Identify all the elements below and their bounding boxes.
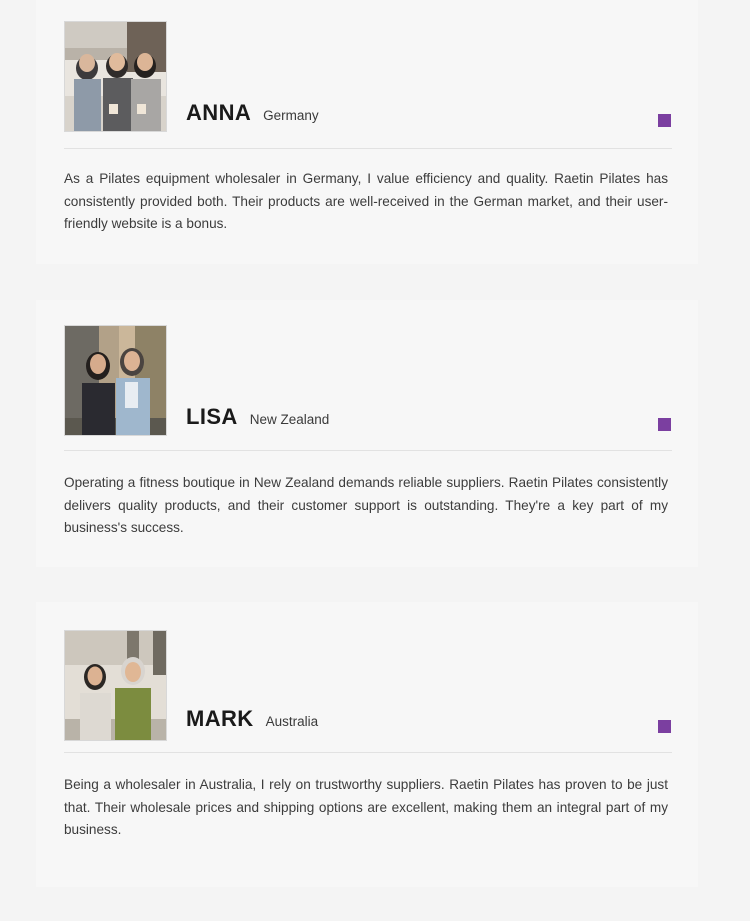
testimonial-card (36, 300, 698, 567)
person-name: ANNA (186, 100, 252, 125)
testimonial-quote: As a Pilates equipment wholesaler in Germany, I value efficiency and quality. Raetin Pilates has consistently provided both. Their products are well-received in the German market, and their user-friendly website is a bonus. (64, 171, 668, 232)
avatar (64, 630, 167, 741)
person-identity (186, 100, 319, 126)
avatar (64, 325, 167, 436)
accent-square-icon (658, 720, 671, 733)
testimonial-header (36, 602, 698, 752)
divider (64, 148, 672, 149)
avatar (64, 21, 167, 132)
person-country: New Zealand (249, 412, 330, 427)
testimonial-quote: Being a wholesaler in Australia, I rely on trustworthy suppliers. Raetin Pilates has proven to be just that. Their wholesale prices and shipping options are excellent, making them an integral part of my business. (64, 777, 668, 838)
testimonial-header (36, 0, 698, 148)
divider (64, 450, 672, 451)
person-name: MARK (186, 706, 254, 731)
person-country: Germany (263, 108, 319, 123)
accent-square-icon (658, 114, 671, 127)
testimonial-header (36, 300, 698, 450)
avatar-image-lisa (65, 326, 166, 435)
avatar-image-anna (65, 22, 166, 131)
divider (64, 752, 672, 753)
person-name: LISA (186, 404, 238, 429)
person-identity (186, 706, 318, 732)
accent-square-icon (658, 418, 671, 431)
person-country: Australia (265, 714, 319, 729)
person-identity (186, 404, 329, 430)
testimonial-quote: Operating a fitness boutique in New Zealand demands reliable suppliers. Raetin Pilates consistently delivers quality products, and their customer support is outstanding. They're a key part of my business's success. (64, 475, 668, 536)
testimonial-card (36, 602, 698, 887)
testimonial-card (36, 0, 698, 264)
avatar-image-mark (65, 631, 166, 740)
